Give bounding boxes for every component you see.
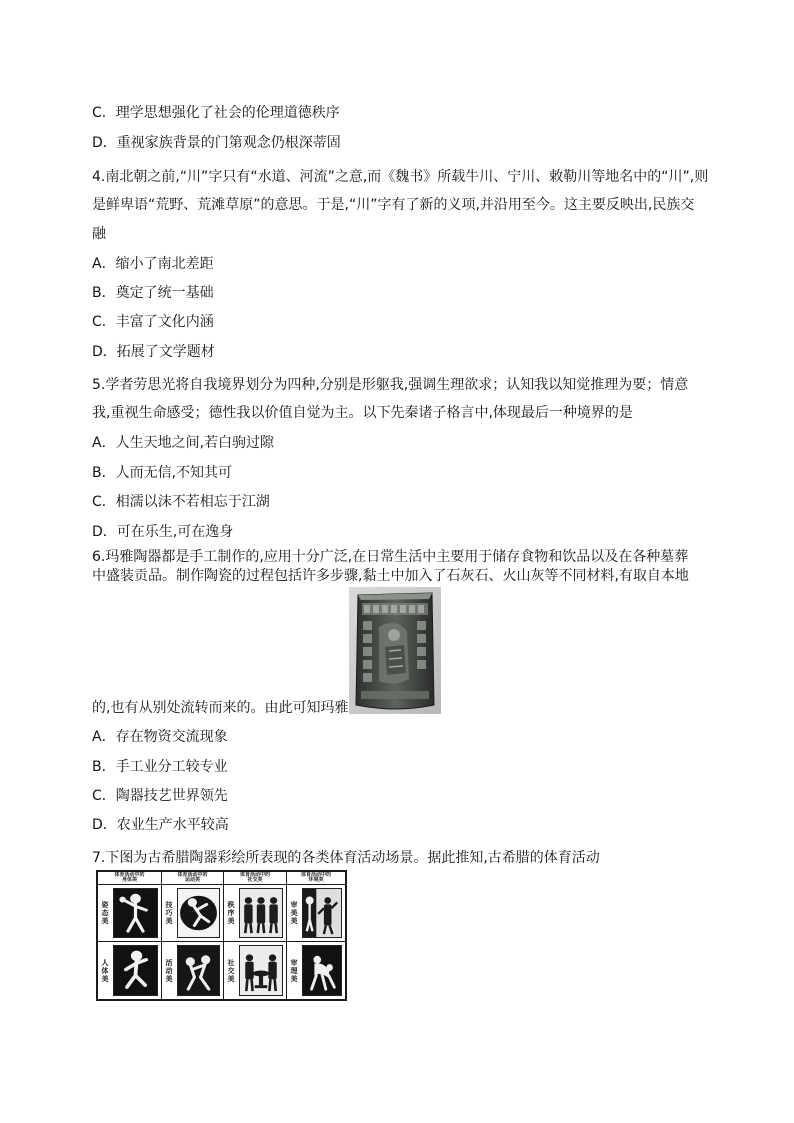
q4-stem-line-2: 是鲜卑语“荒野、荒滩草原”的意思。于是,“川”字有了新的义项,并沿用至今。这主要反映出,民族交 xyxy=(92,197,695,213)
figure-header-2-text: 体育活动中的运动美 xyxy=(177,871,208,883)
q4-stem-line-1: 4.南北朝之前,“川”字只有“水道、河流”之意,而《魏书》所载牛川、宁川、敕勒川等地名中的“川”,则 xyxy=(92,169,709,185)
q5-option-d: D．可在乐生,可在逸身 xyxy=(92,524,234,540)
figure-header-3-text: 体育活动中的社交美 xyxy=(239,871,270,883)
acrobat-painting xyxy=(177,888,220,938)
q4-option-c: C．丰富了文化内涵 xyxy=(92,314,214,330)
athletes-scene-painting xyxy=(302,888,342,938)
q6-option-a: A．存在物资交流现象 xyxy=(92,729,228,745)
q4-option-b: B．奠定了统一基础 xyxy=(92,285,214,301)
figure-header-1-text: 体育活动中的身体美 xyxy=(114,871,145,883)
maya-vase-image xyxy=(349,587,441,714)
figure-label-r2c3: 社交美 xyxy=(227,958,235,983)
discus-thrower-painting xyxy=(113,888,158,938)
figure-label-r1c2: 技巧美 xyxy=(165,901,173,925)
q5-option-a: A．人生天地之间,若白驹过隙 xyxy=(92,435,275,451)
q4-stem-line-3: 融 xyxy=(92,226,106,242)
q5-option-b: B．人而无信,不知其可 xyxy=(92,465,233,481)
runner-painting xyxy=(113,945,158,996)
figure-header-4-text: 体育活动中的环境美 xyxy=(300,871,331,883)
figure-header-1 xyxy=(98,872,162,885)
q6-stem-line-2: 中盛装贡品。制作陶瓷的过程包括许多步骤,黏土中加入了石灰石、火山灰等不同材料,有取自本地 xyxy=(92,568,689,584)
figure-label-r2c2: 活动美 xyxy=(165,958,173,983)
figure-cell-r1c1 xyxy=(98,885,162,942)
figure-header-4 xyxy=(287,872,345,885)
figure-cell-r1c3 xyxy=(224,885,287,942)
q7-stem: 7.下图为古希腊陶器彩绘所表现的各类体育活动场景。据此推知,古希腊的体育活动 xyxy=(92,850,600,866)
figure-label-r1c1: 姿态美 xyxy=(101,901,109,925)
pankration-painting xyxy=(302,945,342,996)
figure-cell-r2c4 xyxy=(287,942,345,999)
q5-option-c: C．相濡以沫不若相忘于江湖 xyxy=(92,494,270,510)
figure-header-2 xyxy=(162,872,224,885)
greek-pottery-sports-figure xyxy=(96,870,347,1001)
q3-option-c: C．理学思想强化了社会的伦理道德秩序 xyxy=(92,105,340,121)
q6-option-d: D．农业生产水平较高 xyxy=(92,817,229,833)
q5-stem-line-2: 我,重视生命感受；德性我以价值自觉为主。以下先秦诸子格言中,体现最后一种境界的是 xyxy=(92,405,633,421)
figure-label-r2c4: 审理美 xyxy=(290,958,298,983)
q6-stem-line-1: 6.玛雅陶器都是手工制作的,应用十分广泛,在日常生活中主要用于储存食物和饮品以及在各种墓葬 xyxy=(92,549,689,565)
figure-label-r1c3: 秩序美 xyxy=(227,901,235,925)
q6-stem-line-3: 的,也有从别处流转而来的。由此可知玛雅 xyxy=(92,700,349,716)
q6-option-b: B．手工业分工较专业 xyxy=(92,759,228,775)
figure-label-r1c4: 审美美 xyxy=(290,901,298,925)
figure-cell-r2c2 xyxy=(162,942,224,999)
figure-cell-r1c2 xyxy=(162,885,224,942)
figure-cell-r2c1 xyxy=(98,942,162,999)
wrestling-painting xyxy=(177,945,220,996)
figure-cell-r1c4 xyxy=(287,885,345,942)
q4-option-a: A．缩小了南北差距 xyxy=(92,256,214,272)
runners-painting xyxy=(239,888,283,938)
q4-option-d: D．拓展了文学题材 xyxy=(92,344,215,360)
q5-stem-line-1: 5.学者劳思光将自我境界划分为四种,分别是形躯我,强调生理欲求；认知我以知觉推理为要；情意 xyxy=(92,377,689,393)
figure-label-r2c1: 人体美 xyxy=(101,958,109,983)
figure-header-3 xyxy=(224,872,287,885)
figure-cell-r2c3 xyxy=(224,942,287,999)
bathing-scene-painting xyxy=(239,945,283,996)
q3-option-d: D．重视家族背景的门第观念仍根深蒂固 xyxy=(92,135,341,151)
q6-option-c: C．陶器技艺世界领先 xyxy=(92,788,228,804)
